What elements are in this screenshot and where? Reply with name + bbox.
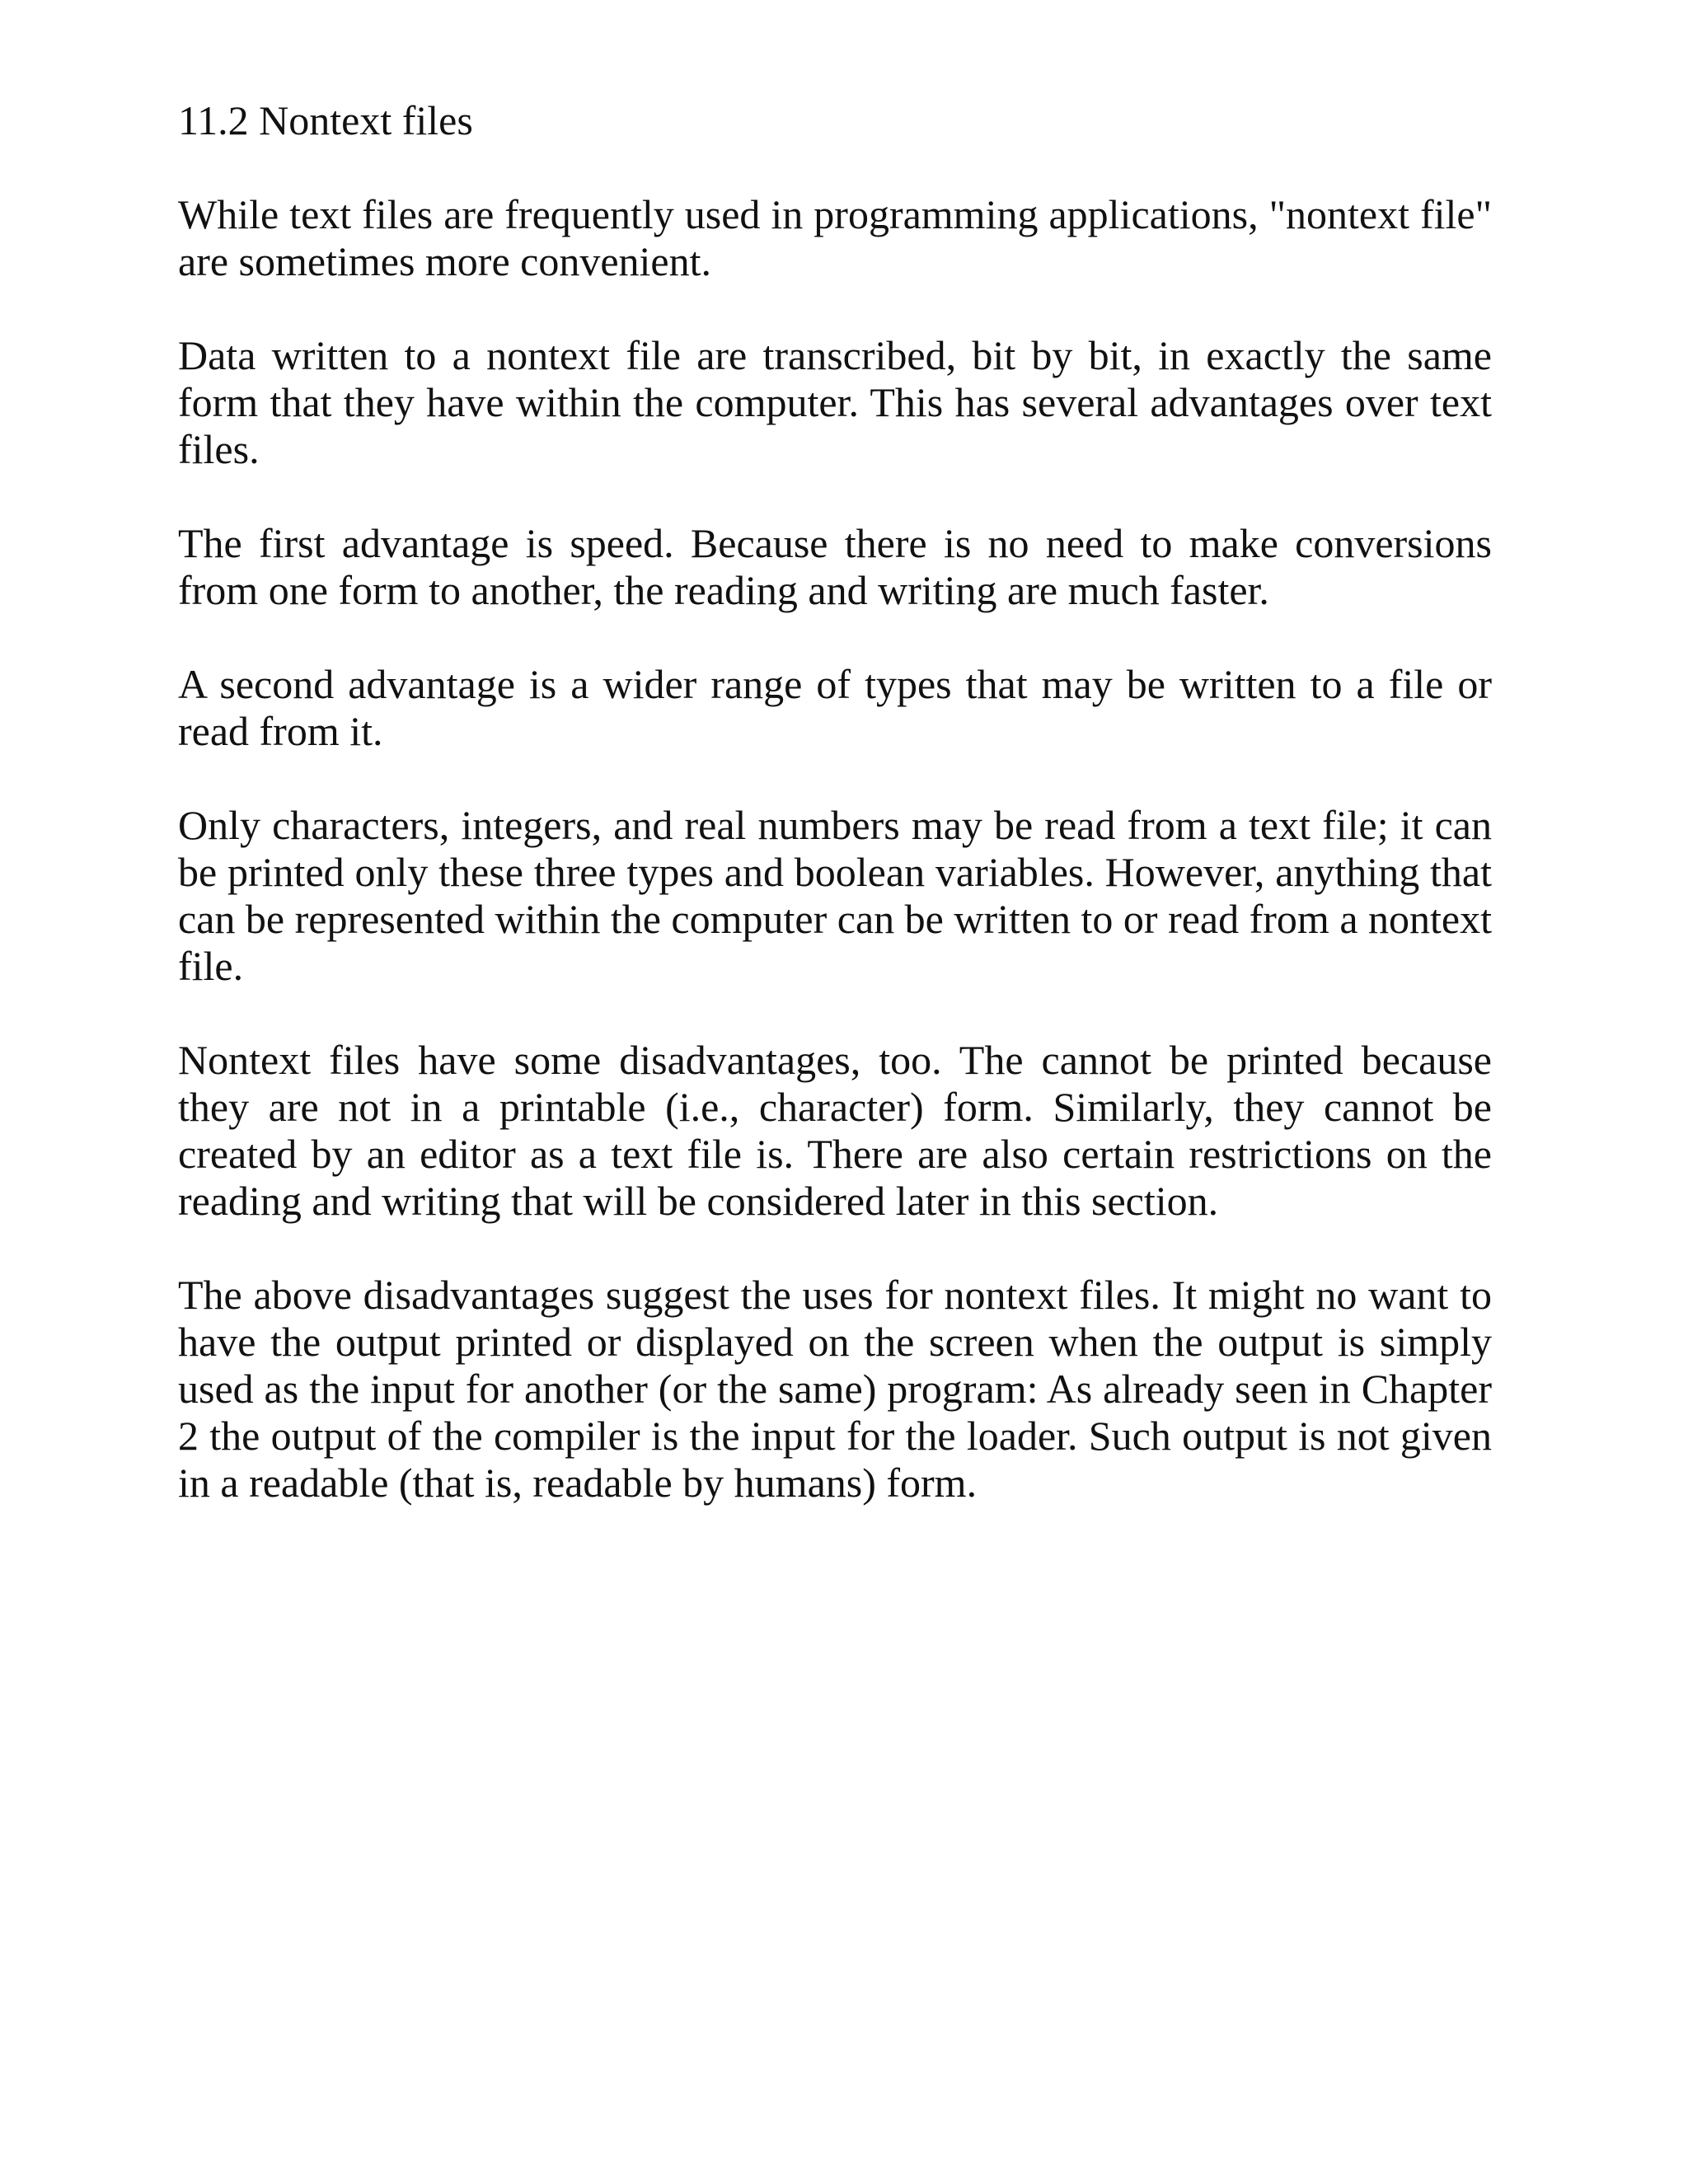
paragraph-types-advantage: A second advantage is a wider range of types that may be written to a file or read from it.	[178, 661, 1492, 754]
paragraph-disadvantages: Nontext files have some disadvantages, too. The cannot be printed because they are not in a printable (i.e., character) form. Similarly, they cannot be created by an editor as a text file is. There are also certain restrictions on the reading and writing that will be considered later in this section.	[178, 1037, 1492, 1224]
paragraph-uses: The above disadvantages suggest the uses for nontext files. It might no want to have the output printed or displayed on the screen when the output is simply used as the input for another (or the same) program: As already seen in Chapter 2 the output of the compiler is the input for the loader. Such output is not given in a readable (that is, readable by humans) form.	[178, 1272, 1492, 1506]
paragraph-text-file-limits: Only characters, integers, and real numbers may be read from a text file; it can be printed only these three types and boolean variables. However, anything that can be represented within the computer can be written to or read from a nontext file.	[178, 802, 1492, 989]
document-body	[178, 97, 1492, 1507]
paragraph-transcription: Data written to a nontext file are transcribed, bit by bit, in exactly the same form that they have within the computer. This has several advantages over text files.	[178, 332, 1492, 472]
paragraph-intro: While text files are frequently used in programming applications, "nontext file" are sometimes more convenient.	[178, 191, 1492, 284]
paragraph-speed-advantage: The first advantage is speed. Because there is no need to make conversions from one form to another, the reading and writing are much faster.	[178, 520, 1492, 613]
section-heading: 11.2 Nontext files	[178, 97, 473, 143]
